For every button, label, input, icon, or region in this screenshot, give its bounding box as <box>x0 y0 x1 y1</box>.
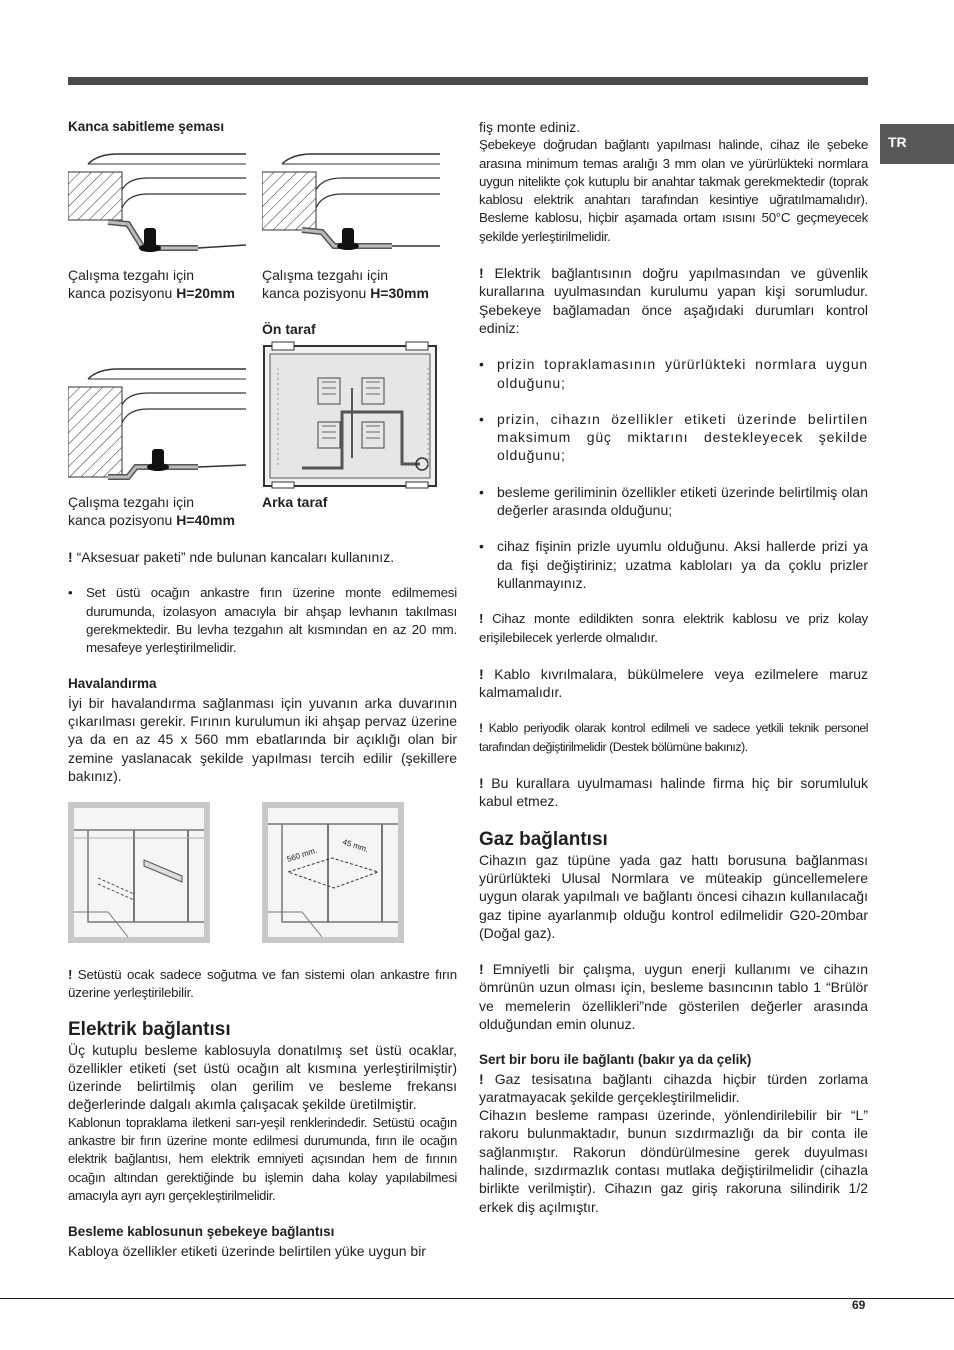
check-bullet-3: • besleme geriliminin özellikler etiketi üzerinde belirtilmiş olan değerler arasında olduğunu; <box>479 483 868 520</box>
oven-bullet: • Set üstü ocağın ankastre fırın üzerine monte edilmemesi durumunda, izolasyon amacıyla bir ahşap levhanın takılması gerekmektedir. Bu levha tezgahın alt kısmından en az 20 mm. mesafeye yerleştirilmelidir. <box>68 584 457 657</box>
supply-cable-title: Besleme kablosunun şebekeye bağlantısı <box>68 1224 335 1240</box>
front-side-label: Ön taraf <box>262 321 316 337</box>
language-tab: TR <box>880 124 954 164</box>
ventilation-text: İyi bir havalandırma sağlanması için yuvanın arka duvarının çıkarılması gerekir. Fırının kurulumun iki ahşap pervaz üzerine ya da en az 45 x 560 mm ebatlarında bir açıklığı olan bir zemine yaslanacak şekilde yapılması tercih edilir (şekillere bakınız). <box>68 694 457 784</box>
plug-text: fiş monte ediniz. <box>479 119 581 135</box>
hook-caption-h40: Çalışma tezgahı için kanca pozisyonu H=40mm <box>68 494 235 529</box>
liability-note: ! Bu kurallara uyulmaması halinde firma hiç bir sorumluluk kabul etmez. <box>479 775 869 810</box>
check-bullet-4: • cihaz fişinin prizle uyumlu olduğunu. Aksi hallerde prizi ya da fişi değiştiriniz; uzatma kabloları ya da çoklu prizler kullanmayınız. <box>479 537 868 592</box>
hob-underside-diagram <box>262 338 442 490</box>
ventilation-diagram-2 <box>262 802 404 943</box>
dimension-45: 45 mm. <box>341 837 370 855</box>
left-column-notes <box>68 548 457 785</box>
hook-diagram-h40 <box>68 365 248 485</box>
installer-note: ! Elektrik bağlantısının doğru yapılmasından ve güvenlik kurallarına uyulmasından kurulumu yapan kişi sorumludur. Şebekeye bağlamadan önce aşağıdaki durumları kontrol ediniz: <box>479 265 868 336</box>
electric-connection-title: Elektrik bağlantısı <box>68 1018 231 1040</box>
back-side-label: Arka taraf <box>262 494 328 510</box>
gas-connection-title: Gaz bağlantısı <box>479 828 608 850</box>
direct-connection-text: Şebekeye doğrudan bağlantı yapılması halinde, cihaz ile şebeke arasına minimum temas aralığı 3 mm olan ve yürürlükteki normlara uygun nitelikte çok kutuplu bir anahtar takmak gerekmektedir (toprak kablosu elektrik anahtarı tarafından kesintiye uğratılmamalıdır). Besleme kablosu, hiçbir aşamada ortam ısısını 50°C geçmeyecek şekilde yerleştirilmelidir. <box>479 137 868 244</box>
page-number: 69 <box>852 1298 866 1312</box>
accessory-note: ! “Aksesuar paketi” nde bulunan kancaları kullanınız. <box>68 549 395 565</box>
left-column-electric <box>68 966 457 1260</box>
cable-check-note: ! Kablo periyodik olarak kontrol edilmeli ve sadece yetkili teknik personel tarafından değiştirilmelidir (Destek bölümüne bakınız). <box>479 721 868 754</box>
cable-bend-note: ! Kablo kıvrılmalara, bükülmelere veya ezilmelere maruz kalmamalıdır. <box>479 665 868 701</box>
hook-caption-h20: Çalışma tezgahı için kanca pozisyonu H=20mm <box>68 267 235 302</box>
dimension-560: 560 mm. <box>285 845 319 864</box>
hook-diagram-title: Kanca sabitleme şeması <box>68 119 225 134</box>
hook-diagram-h30 <box>262 150 442 260</box>
hook-caption-h30: Çalışma tezgahı için kanca pozisyonu H=30mm <box>262 267 429 302</box>
rigid-pipe-note: ! Gaz tesisatına bağlantı cihazda hiçbir türden zorlama yaratmayacak şekilde gerçekleştirilmelidir. <box>479 1070 868 1105</box>
right-column <box>479 118 868 1216</box>
ventilation-title: Havalandırma <box>68 676 157 692</box>
gas-text: Cihazın gaz tüpüne yada gaz hattı borusuna bağlanması yürürlükteki Ulusal Normlara ve müteakip güncellemelere uygun olarak yapılmalı ve bağlantı öncesi cihazın kullanılacağı gaz tipine ayarlanmıþ olduğu kontrol edilmelidir G20-20mbar (Doğal gaz). <box>479 851 868 941</box>
ventilation-diagram-1 <box>68 802 210 943</box>
cable-access-note: ! Cihaz monte edildikten sonra elektrik kablosu ve priz kolay erişilebilecek yerlerde olmalıdır. <box>479 611 868 645</box>
top-rule <box>68 77 868 85</box>
electric-text-1: Üç kutuplu besleme kablosuyla donatılmış set üstü ocaklar, özellikler etiketi (set üstü ocağın alt kısmına yerleştirilmiştir) üzerinde belirtilmiş olan gerilim ve besleme frekansı değerlerinde dalgalı akımla çalışacak şekilde üretilmiştir. <box>68 1041 457 1113</box>
check-bullet-2: • prizin, cihazın özellikler etiketi üzerinde belirtilen maksimum güç miktarını destekleyecek şekilde olduğunu; <box>479 410 868 465</box>
cooling-note: ! Setüstü ocak sadece soğutma ve fan sistemi olan ankastre fırın üzerine yerleştirilebilir. <box>68 967 457 1001</box>
gas-pressure-note: ! Emniyetli bir çalışma, uygun enerji kullanımı ve cihazın ömrünün uzun olması için, besleme basıncının tablo 1 “Brülör ve memelerin özellikleri”nde gösterilen değerler arasında olduğundan emin olunuz. <box>479 961 868 1032</box>
electric-text-2: Kablonun topraklama iletkeni sarı-yeşil renklerindedir. Setüstü ocağın ankastre bir fırın üzerine monte edilmesi durumunda, fırın ile ocağın elektrik bağlantısı, hem elektrik emniyeti açısından hem de fırının ocağın altından gerektiğinde bu işlemin daha kolay yapılabilmesi amacıyla ayrı ayrı gerçekleştirilmelidir. <box>68 1114 457 1203</box>
rigid-pipe-title: Sert bir boru ile bağlantı (bakır ya da çelik) <box>479 1052 752 1068</box>
bottom-rule <box>0 1298 954 1299</box>
rigid-pipe-text: Cihazın besleme rampası üzerinde, yönlendirilebilir bir “L” rakoru bulunmaktadır, bunun sızdırmazlığı da bir conta ile sağlanmıştır. Rakorun döndürülmesine gerek duyulması halinde, sızdırmazlık contası mutlaka değiştirilmelidir (cihazla birlikte verilmiştir). Cihazın gaz giriş rakoruna silindirik 1/2 erkek diş açılmıştır. <box>479 1107 868 1215</box>
check-bullet-1: • prizin topraklamasının yürürlükteki normlara uygun olduğunu; <box>479 355 868 392</box>
supply-cable-text: Kabloya özellikler etiketi üzerinde belirtilen yüke uygun bir <box>68 1242 426 1259</box>
hook-diagram-h20 <box>68 150 248 260</box>
